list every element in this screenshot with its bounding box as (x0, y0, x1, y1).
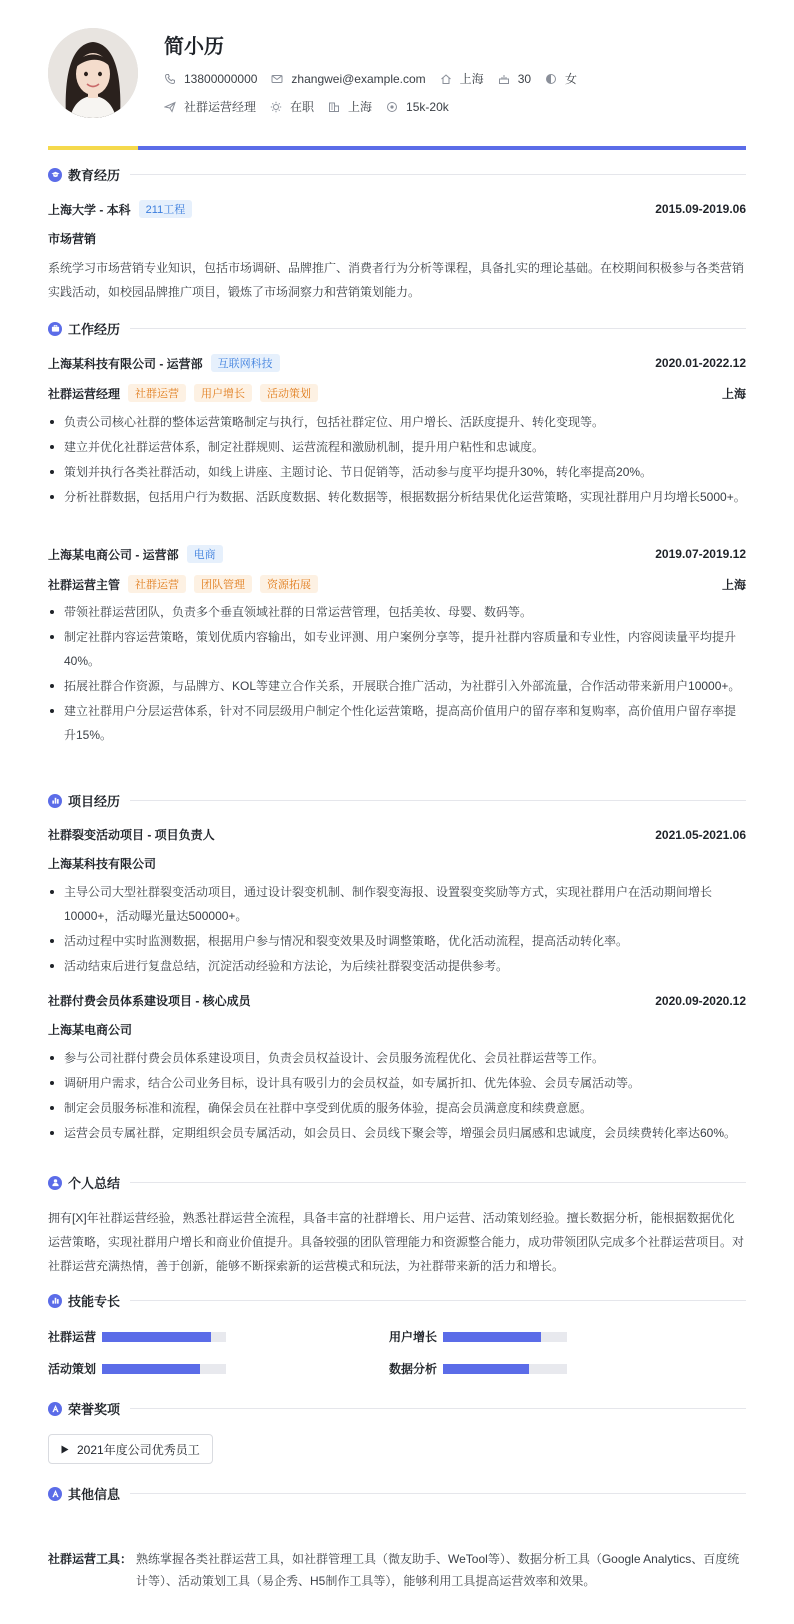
gender-item (545, 70, 577, 87)
section-rule (130, 174, 746, 175)
job-city: 上海 (721, 386, 746, 401)
home-icon (440, 73, 452, 85)
project-header (48, 992, 746, 1009)
project-date: 2021.05-2021.06 (655, 827, 746, 842)
building-icon (328, 101, 340, 113)
industry-tag: 电商 (187, 545, 223, 563)
section-heading: 项目经历 (68, 794, 121, 809)
job-date: 2019.07-2019.12 (655, 547, 746, 561)
section-heading: 工作经历 (68, 322, 121, 337)
job-header (48, 354, 746, 372)
coin-icon (386, 101, 398, 113)
bar-chart-icon (48, 794, 62, 808)
age-item (498, 72, 531, 86)
job-bullets (48, 410, 746, 510)
skill-level-bar (102, 1364, 200, 1374)
honors-section-title (48, 1399, 746, 1418)
list-item: 制定会员服务标准和流程，确保会员在社群中享受到优质的服务体验，提高会员满意度和续费意愿。 (48, 1096, 746, 1120)
job-role: 社群运营主管 (48, 577, 121, 592)
project-bullets (48, 880, 746, 979)
other-section-title (48, 1484, 746, 1503)
section-heading: 技能专长 (68, 1294, 121, 1309)
skill-name: 数据分析 (389, 1362, 438, 1376)
user-icon (48, 1176, 62, 1190)
job-role-row (48, 575, 746, 593)
job-date: 2020.01-2022.12 (655, 356, 746, 370)
list-item: 建立社群用户分层运营体系，针对不同层级用户制定个性化运营策略，提高高价值用户的留存率和复购率，高价值用户留存率提升15%。 (48, 699, 746, 747)
skill-tag: 社群运营 (128, 384, 186, 402)
skill-name: 社群运营 (48, 1330, 97, 1344)
job-bullets (48, 600, 746, 748)
project-header (48, 826, 746, 843)
other-info-label: 社群运营工具： (48, 1552, 133, 1566)
project-org-row (48, 1021, 746, 1038)
sun-icon (270, 101, 282, 113)
briefcase-icon (48, 322, 62, 336)
skill-item (48, 1360, 226, 1377)
company-name: 上海某电商公司 - 运营部 (48, 547, 179, 562)
skill-tag: 社群运营 (128, 575, 186, 593)
company-name: 上海某科技有限公司 - 运营部 (48, 356, 203, 371)
major-row (48, 230, 746, 247)
phone-text: 13800000000 (184, 71, 258, 86)
list-item: 建立并优化社群运营体系，制定社群规则、运营流程和激励机制，提升用户粘性和忠诚度。 (48, 435, 746, 459)
skill-tag: 资源拓展 (260, 575, 318, 593)
email-item (271, 72, 425, 86)
list-item: 带领社群运营团队，负责多个垂直领域社群的日常运营管理，包括美妆、母婴、数码等。 (48, 600, 746, 624)
education-row (48, 200, 746, 218)
avatar (48, 28, 138, 118)
skill-level-bar (443, 1364, 529, 1374)
section-rule (130, 1493, 746, 1494)
skill-track (102, 1332, 226, 1342)
bar-chart-icon (48, 1294, 62, 1308)
gender-icon (545, 73, 557, 85)
honor-text: 2021年度公司优秀员工 (77, 1442, 200, 1457)
skill-tag: 团队管理 (194, 575, 252, 593)
contact-row (164, 70, 591, 87)
skill-track (102, 1364, 226, 1374)
school-name: 上海大学 - 本科 (48, 202, 131, 217)
list-item: 活动过程中实时监测数据，根据用户参与情况和裂变效果及时调整策略，优化活动流程，提高活动转化率。 (48, 929, 746, 953)
target-city-text: 上海 (348, 100, 373, 114)
section-heading: 其他信息 (68, 1487, 121, 1502)
target-position-text: 社群运营经理 (184, 100, 257, 114)
target-city-item (328, 98, 372, 115)
skill-name: 活动策划 (48, 1362, 97, 1376)
resume-header (48, 28, 746, 148)
summary-section-title (48, 1173, 746, 1192)
list-item: 策划并执行各类社群活动，如线上讲座、主题讨论、节日促销等，活动参与度平均提升30%，转化率提高20%。 (48, 460, 746, 484)
project-org: 上海某电商公司 (48, 1023, 133, 1037)
list-item: 活动结束后进行复盘总结，沉淀活动经验和方法论，为后续社群裂变活动提供参考。 (48, 954, 746, 978)
education-section-title (48, 165, 746, 184)
list-item: 主导公司大型社群裂变活动项目，通过设计裂变机制、制作裂变海报、设置裂变奖励等方式，实现社群用户在活动期间增长10000+，活动曝光量达500000+。 (48, 880, 746, 928)
list-item: 制定社群内容运营策略，策划优质内容输出，如专业评测、用户案例分享等，提升社群内容质量和专业性，内容阅读量平均提升40%。 (48, 625, 746, 673)
target-position-item (164, 98, 256, 115)
send-icon (164, 101, 176, 113)
skill-name: 用户增长 (389, 1330, 438, 1344)
job-city: 上海 (721, 577, 746, 592)
major-name: 市场营销 (48, 232, 97, 246)
salary-item (386, 100, 449, 114)
list-item: 运营会员专属社群，定期组织会员专属活动，如会员日、会员线下聚会等，增强会员归属感和忠诚度，会员续费转化率达60%。 (48, 1121, 746, 1145)
education-description: 系统学习市场营销专业知识，包括市场调研、品牌推广、消费者行为分析等课程，具备扎实的理论基础。在校期间积极参与各类营销实践活动，如校园品牌推广项目，锻炼了市场洞察力和营销策划能力。 (48, 261, 745, 299)
section-rule (130, 1182, 746, 1183)
summary-text: 拥有[X]年社群运营经验，熟悉社群运营全流程，具备丰富的社群增长、用户运营、活动策划经验。擅长数据分析，能根据数据优化运营策略，实现社群用户增长和商业价值提升。具备较强的团队管理能力和资源整合能力，成功带领团队完成多个社群运营项目。对社群运营充满热情，善于创新，能够不断探索新的运营模式和玩法，为社群带来新的活力和增长。 (48, 1211, 745, 1273)
location-item (440, 70, 484, 87)
play-icon (61, 1445, 69, 1454)
mail-icon (271, 73, 283, 85)
divider-blue (138, 146, 746, 150)
school-tag: 211工程 (139, 200, 193, 218)
graduation-cap-icon (48, 168, 62, 182)
job-intent-row (164, 98, 463, 115)
skill-item (389, 1328, 567, 1345)
skill-item (389, 1360, 567, 1377)
salary-text: 15k-20k (406, 99, 449, 114)
skill-track (443, 1364, 567, 1374)
header-divider-bar (48, 146, 746, 150)
email-text: zhangwei@example.com (291, 71, 426, 86)
projects-section-title (48, 791, 746, 810)
education-date: 2015.09-2019.06 (655, 202, 746, 216)
section-rule (130, 328, 746, 329)
skill-level-bar (443, 1332, 541, 1342)
project-date: 2020.09-2020.12 (655, 993, 746, 1008)
award-icon (48, 1487, 62, 1501)
other-info-value: 熟练掌握各类社群运营工具，如社群管理工具（微友助手、WeTool等）、数据分析工具（Google Analytics、百度统计等）、活动策划工具（易企秀、H5制作工具等），能够利用工具提高运营效率和效果。 (136, 1552, 740, 1588)
list-item: 调研用户需求，结合公司业务目标，设计具有吸引力的会员权益，如专属折扣、优先体验、会员专属活动等。 (48, 1071, 746, 1095)
project-title: 社群裂变活动项目 - 项目负责人 (48, 828, 215, 842)
section-heading: 荣誉奖项 (68, 1402, 121, 1417)
list-item: 参与公司社群付费会员体系建设项目，负责会员权益设计、会员服务流程优化、会员社群运营等工作。 (48, 1046, 746, 1070)
status-item (270, 98, 314, 115)
section-heading: 个人总结 (68, 1176, 121, 1191)
section-rule (130, 800, 746, 801)
project-title: 社群付费会员体系建设项目 - 核心成员 (48, 994, 251, 1008)
gender-text: 女 (565, 72, 578, 86)
award-icon (48, 1402, 62, 1416)
section-rule (130, 1300, 746, 1301)
list-item: 分析社群数据，包括用户行为数据、活跃度数据、转化数据等，根据数据分析结果优化运营策略，实现社群用户月均增长5000+。 (48, 485, 746, 509)
cake-icon (498, 73, 510, 85)
job-header (48, 545, 746, 563)
divider-yellow (48, 146, 138, 150)
section-rule (130, 1408, 746, 1409)
skill-tag: 用户增长 (194, 384, 252, 402)
age-text: 30 (517, 71, 532, 86)
section-heading: 教育经历 (68, 168, 121, 183)
work-section-title (48, 319, 746, 338)
job-role-row (48, 384, 746, 402)
skill-level-bar (102, 1332, 211, 1342)
other-info-row (48, 1548, 746, 1592)
job-role: 社群运营经理 (48, 386, 121, 401)
location-text: 上海 (459, 72, 484, 86)
industry-tag: 互联网科技 (211, 354, 280, 372)
skills-section-title (48, 1291, 746, 1310)
candidate-name: 简小历 (164, 36, 224, 58)
project-org-row (48, 855, 746, 872)
phone-icon (164, 73, 176, 85)
project-org: 上海某科技有限公司 (48, 857, 157, 871)
skill-tag: 活动策划 (260, 384, 318, 402)
skill-item (48, 1328, 226, 1345)
honor-item (48, 1434, 213, 1464)
project-bullets (48, 1046, 746, 1146)
skill-track (443, 1332, 567, 1342)
list-item: 负责公司核心社群的整体运营策略制定与执行，包括社群定位、用户增长、活跃度提升、转化变现等。 (48, 410, 746, 434)
phone-item (164, 72, 257, 86)
list-item: 拓展社群合作资源，与品牌方、KOL等建立合作关系，开展联合推广活动，为社群引入外部流量，合作活动带来新用户10000+。 (48, 674, 746, 698)
status-text: 在职 (290, 100, 315, 114)
